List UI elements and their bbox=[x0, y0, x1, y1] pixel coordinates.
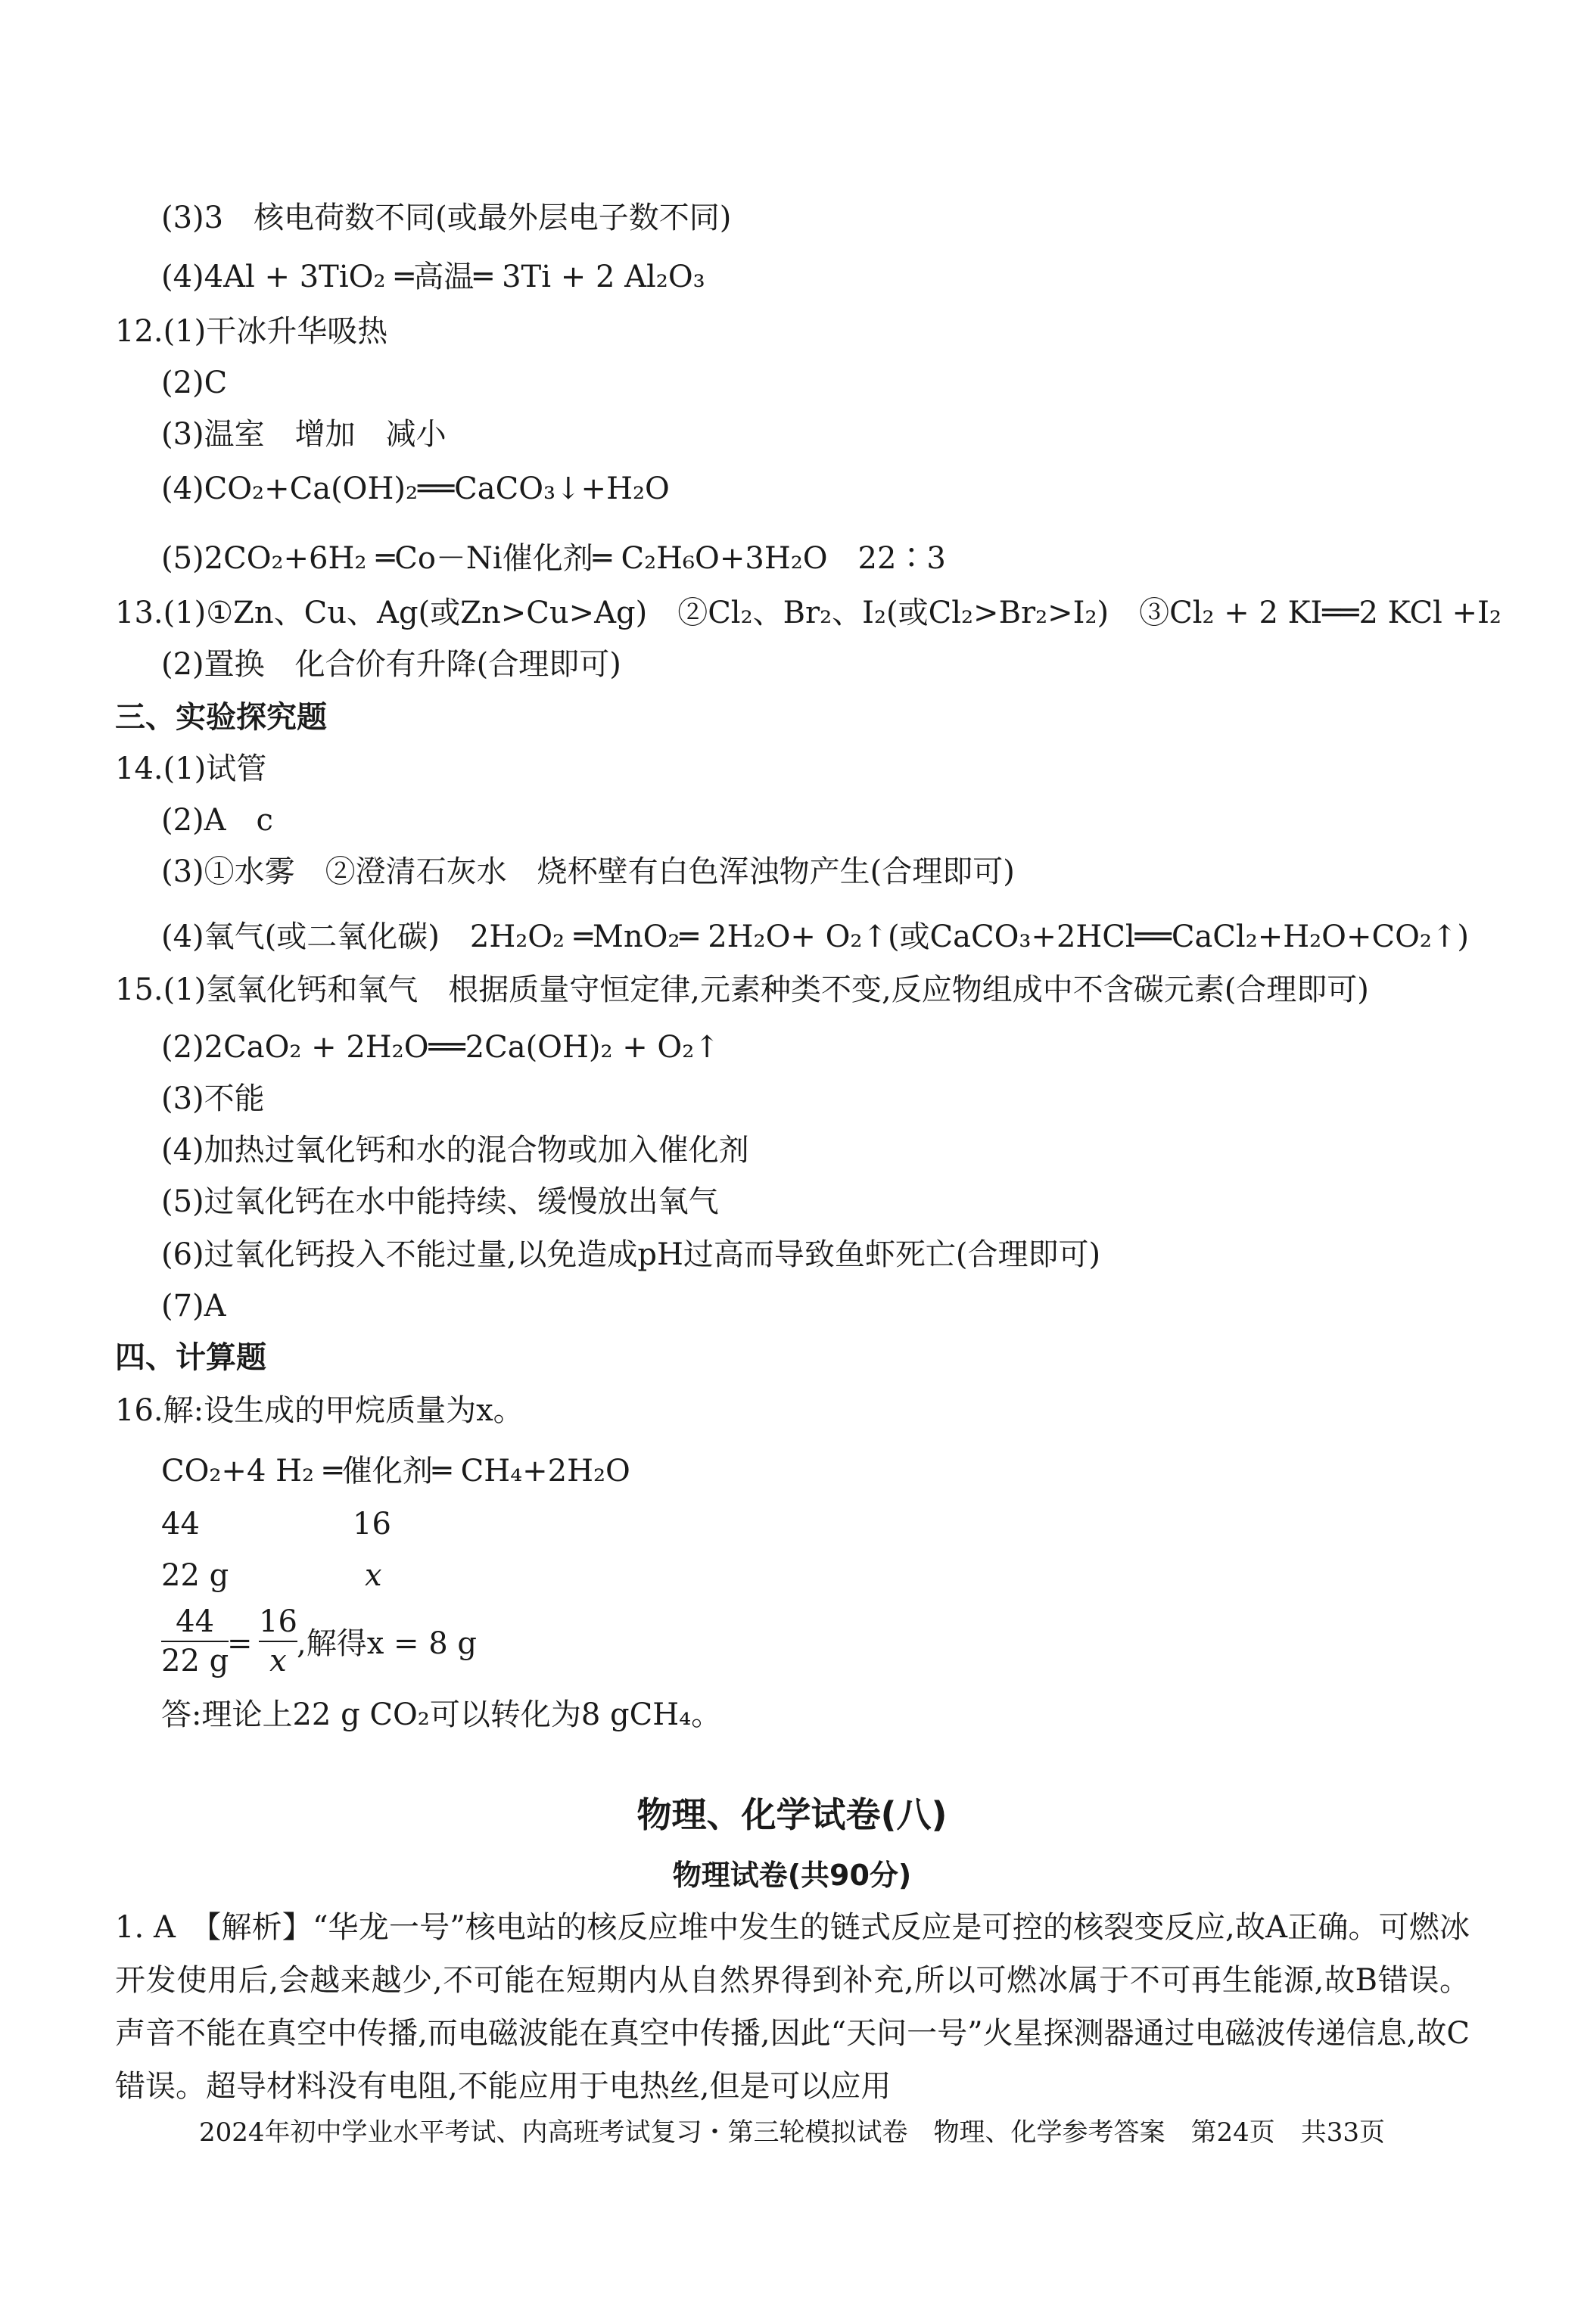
answer-line: (2)2CaO₂ + 2H₂O══2Ca(OH)₂ + O₂↑ bbox=[161, 1030, 720, 1065]
fraction bbox=[259, 1603, 297, 1680]
answer-line: (4)4Al + 3TiO₂ ═高温═ 3Ti + 2 Al₂O₃ bbox=[161, 260, 705, 294]
fraction-numerator: 16 bbox=[259, 1604, 297, 1639]
answer-line: (4)CO₂+Ca(OH)₂══CaCO₃↓+H₂O bbox=[161, 471, 670, 506]
equation-line: CO₂+4 H₂ ═催化剂═ CH₄+2H₂O bbox=[161, 1454, 630, 1489]
question-line: 14.(1)试管 bbox=[115, 751, 267, 786]
ratio-value: x bbox=[365, 1558, 382, 1593]
answer-line: (5)过氧化钙在水中能持续、缓慢放出氧气 bbox=[161, 1184, 719, 1219]
answer-line: (4)氧气(或二氧化碳) 2H₂O₂ ═MnO₂═ 2H₂O+ O₂↑(或CaCO₃+2HCl══CaCl₂+H₂O+CO₂↑) bbox=[161, 919, 1470, 954]
question-line: 15.(1)氢氧化钙和氧气 根据质量守恒定律,元素种类不变,反应物组成中不含碳元素(合理即可) bbox=[115, 972, 1369, 1007]
fraction bbox=[161, 1603, 229, 1680]
ratio-value: 44 bbox=[161, 1507, 200, 1542]
solution-text: ,解得x = 8 g bbox=[297, 1626, 477, 1661]
answer-line: (7)A bbox=[161, 1289, 226, 1324]
question-line: 13.(1)①Zn、Cu、Ag(或Zn>Cu>Ag) ②Cl₂、Br₂、I₂(或Cl₂>Br₂>I₂) ③Cl₂ + 2 KI══2 KCl +I₂ bbox=[115, 596, 1502, 630]
fraction-denominator: 22 g bbox=[161, 1644, 229, 1678]
page-subtitle: 物理试卷(共90分) bbox=[672, 1859, 912, 1892]
section-heading: 三、实验探究题 bbox=[115, 700, 327, 735]
analysis-paragraph: 1. A 【解析】“华龙一号”核电站的核反应堆中发生的链式反应是可控的核裂变反应,故A正确。可燃冰开发使用后,会越来越少,不可能在短期内从自然界得到补充,所以可燃冰属于不可再生能源,故B错误。声音不能在真空中传播,而电磁波能在真空中传播,因此“天问一号”火星探测器通过电磁波传递信息,故C错误。超导材料没有电阻,不能应用于电热丝,但是可以应用 bbox=[115, 1910, 1470, 2104]
page-footer: 2024年初中学业水平考试、内高班考试复习・第三轮模拟试卷 物理、化学参考答案 第24页 共33页 bbox=[198, 2117, 1386, 2148]
question-line: 16.解:设生成的甲烷质量为x。 bbox=[115, 1393, 524, 1428]
ratio-value: 22 g bbox=[161, 1558, 229, 1593]
answer-line: (5)2CO₂+6H₂ ═Co－Ni催化剂═ C₂H₆O+3H₂O 22∶3 bbox=[161, 541, 946, 576]
answer-line: (3)不能 bbox=[161, 1081, 265, 1116]
fraction-numerator: 44 bbox=[176, 1604, 215, 1639]
answer-line: (3)3 核电荷数不同(或最外层电子数不同) bbox=[161, 201, 732, 235]
answer-line: (2)置换 化合价有升降(合理即可) bbox=[161, 647, 621, 682]
answer-line: (6)过氧化钙投入不能过量,以免造成pH过高而导致鱼虾死亡(合理即可) bbox=[161, 1237, 1101, 1272]
answer-line: (2)C bbox=[161, 366, 228, 400]
equals-sign: = bbox=[227, 1626, 253, 1661]
ratio-value: 16 bbox=[353, 1507, 391, 1542]
page-title: 物理、化学试卷(八) bbox=[636, 1794, 948, 1835]
answer-line: (4)加热过氧化钙和水的混合物或加入催化剂 bbox=[161, 1133, 749, 1168]
section-heading: 四、计算题 bbox=[115, 1340, 266, 1375]
answer-line: (3)温室 增加 减小 bbox=[161, 417, 447, 452]
question-line: 12.(1)干冰升华吸热 bbox=[115, 314, 388, 349]
answer-conclusion: 答:理论上22 g CO₂可以转化为8 gCH₄。 bbox=[161, 1697, 722, 1732]
fraction-denominator: x bbox=[269, 1644, 287, 1678]
answer-line: (3)①水雾 ②澄清石灰水 烧杯壁有白色浑浊物产生(合理即可) bbox=[161, 854, 1015, 889]
answer-line: (2)A c bbox=[161, 803, 273, 838]
